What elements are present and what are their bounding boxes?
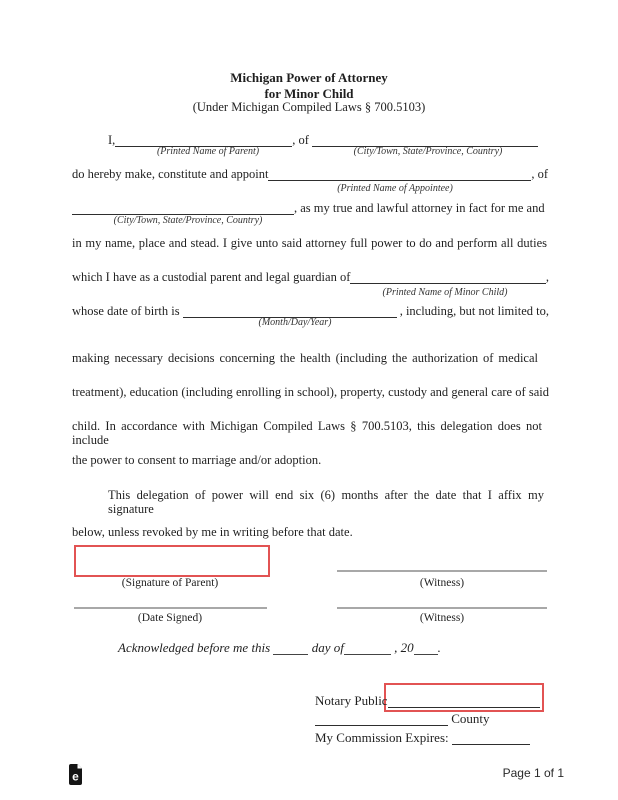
minor-child-name-blank	[350, 271, 546, 284]
page-number: Page 1 of 1	[502, 766, 564, 780]
ack-year-blank	[414, 642, 438, 655]
parent-city-label: (City/Town, State/Province, Country)	[353, 146, 503, 157]
appoint-line	[72, 167, 548, 181]
acknowledged-mid1: day of	[308, 640, 344, 655]
signature-parent-label: (Signature of Parent)	[121, 577, 219, 589]
date-signed-line	[74, 607, 267, 609]
ack-month-blank	[344, 642, 391, 655]
guardian-suffix: ,	[545, 270, 549, 284]
date-signed-label: (Date Signed)	[137, 612, 203, 624]
page-subtitle: (Under Michigan Compiled Laws § 700.5103)	[192, 100, 426, 114]
attorney-suffix: , as my true and lawful attorney in fact for me and	[294, 201, 545, 215]
appoint-suffix: , of	[531, 167, 548, 181]
birthdate-format-label: (Month/Day/Year)	[258, 317, 332, 328]
birthdate-suffix: , including, but not limited to,	[396, 304, 549, 318]
page-title-line2: for Minor Child	[264, 86, 354, 101]
page-title-line1: Michigan Power of Attorney	[230, 70, 388, 85]
appointee-name-label: (Printed Name of Appointee)	[337, 183, 453, 194]
acknowledged-pre: Acknowledged before me this	[118, 640, 274, 655]
acknowledged-end: .	[437, 640, 441, 655]
body-line-9: child. In accordance with Michigan Compiled Laws § 700.5103, this delegation does not include	[72, 419, 542, 447]
notary-public-label: Notary Public	[315, 693, 388, 708]
body-line-8: treatment), education (including enrolling in school), property, custody and general care of said	[72, 385, 549, 399]
intro-line	[108, 133, 538, 147]
body-line-4: in my name, place and stead. I give unto said attorney full power to do and perform all duties	[72, 236, 547, 250]
appoint-text: do hereby make, constitute and appoint	[72, 167, 269, 181]
notary-public-line	[315, 694, 540, 708]
logo-letter: e	[72, 769, 79, 784]
commission-date-blank	[452, 732, 530, 745]
notary-name-blank	[388, 695, 540, 708]
commission-line	[315, 731, 530, 745]
guardian-line	[72, 270, 549, 284]
county-blank	[315, 713, 448, 726]
intro-prefix: I,	[108, 133, 116, 147]
witness1-label: (Witness)	[419, 577, 465, 589]
body-line-10: the power to consent to marriage and/or adoption.	[72, 453, 322, 467]
guardian-text: which I have as a custodial parent and legal guardian of	[72, 270, 351, 284]
appointee-city-blank	[72, 202, 294, 215]
birthdate-line	[72, 304, 549, 318]
acknowledged-mid2: , 20	[390, 640, 414, 655]
witness1-signature-line	[337, 570, 547, 572]
acknowledged-line	[118, 641, 441, 655]
attorney-line	[72, 201, 548, 215]
commission-label: My Commission Expires:	[315, 730, 452, 745]
birthdate-text: whose date of birth is	[72, 304, 183, 318]
eforms-logo-icon	[69, 764, 82, 790]
body-line-12: below, unless revoked by me in writing before that date.	[72, 525, 353, 539]
body-line-11: This delegation of power will end six (6) months after the date that I affix my signature	[108, 488, 544, 516]
appointee-city-label: (City/Town, State/Province, Country)	[113, 215, 263, 226]
county-label: County	[448, 711, 490, 726]
signature-parent-field[interactable]	[74, 545, 270, 577]
parent-name-label: (Printed Name of Parent)	[156, 146, 260, 157]
appointee-name-blank	[268, 168, 531, 181]
body-line-7: making necessary decisions concerning the health (including the authorization of medical	[72, 351, 538, 365]
minor-child-name-label: (Printed Name of Minor Child)	[382, 287, 508, 298]
county-line	[315, 712, 490, 726]
witness2-signature-line	[337, 607, 547, 609]
witness2-label: (Witness)	[419, 612, 465, 624]
ack-day-blank	[273, 642, 308, 655]
intro-mid: , of	[292, 133, 313, 147]
